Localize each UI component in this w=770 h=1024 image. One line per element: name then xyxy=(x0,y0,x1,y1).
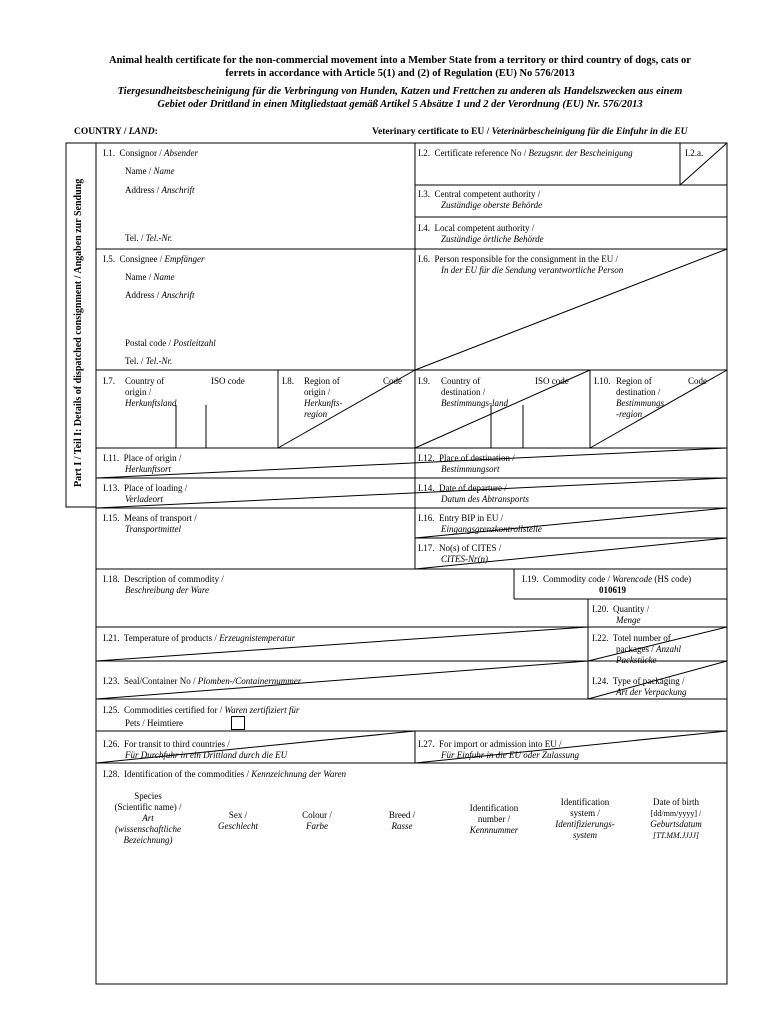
col-sex: Sex / Geschlecht xyxy=(218,810,258,831)
field-i5-name: Name / Name xyxy=(125,272,175,282)
pets-checkbox[interactable] xyxy=(231,716,245,730)
field-i17-de: CITES-Nr(n). xyxy=(441,554,491,564)
title-line-1: Animal health certificate for the non-commercial movement into a Member State from a territory or third country of dogs, cats or xyxy=(109,55,691,66)
field-i4: I.4. Local competent authority / xyxy=(418,223,535,233)
field-i12-de: Bestimmungsort xyxy=(441,464,500,474)
field-i24-de: Art der Verpackung xyxy=(616,687,687,697)
col-colour: Colour / Farbe xyxy=(302,810,332,831)
field-i7-iso: ISO code xyxy=(211,376,245,386)
field-i21: I.21. Temperature of products / Erzeugnistemperatur xyxy=(103,633,296,643)
field-i5-address: Address / Anschrift xyxy=(125,290,195,300)
field-i8-de1: Herkunfts- xyxy=(304,398,343,408)
field-i7-num: I.7. xyxy=(103,376,115,386)
field-i17: I.17. No(s) of CITES / xyxy=(418,543,502,553)
field-i23: I.23. Seal/Container No / Plomben-/Containernummer xyxy=(103,676,302,686)
field-i15-de: Transportmittel xyxy=(125,524,182,534)
field-i19-value: 010619 xyxy=(599,585,626,595)
field-i6-de: In der EU für die Sendung verantwortliche Person xyxy=(441,265,624,275)
field-i7-line2: origin / xyxy=(125,387,152,397)
field-i1: I.1. Consignor / Absender xyxy=(103,148,199,158)
col-species: Species (Scientific name) / Art (wissenschaftliche Bezeichnung) xyxy=(114,791,182,845)
field-i8-line1: Region of xyxy=(304,376,340,386)
col-date-of-birth: Date of birth [dd/mm/yyyy] / Geburtsdatum [TT.MM.JJJJ] xyxy=(650,797,702,840)
field-i9-num: I.9. xyxy=(418,376,430,386)
field-i25: I.25. Commodities certified for / Waren zertifiziert für xyxy=(103,705,300,715)
field-i27-de: Für Einfuhr in die EU oder Zulassung xyxy=(441,750,580,760)
field-i13: I.13. Place of loading / xyxy=(103,483,188,493)
field-i24: I.24. Type of packaging / xyxy=(592,676,685,686)
field-i11: I.11. Place of origin / xyxy=(103,453,182,463)
vet-cert-label: Veterinary certificate to EU / Veterinärbescheinigung für die Einfuhr in die EU xyxy=(372,127,688,137)
field-i11-de: Herkunftsort xyxy=(125,464,171,474)
country-label: COUNTRY / LAND: xyxy=(74,127,158,137)
field-i10-de2: -region xyxy=(616,409,643,419)
field-i22: I.22. Totel number of xyxy=(592,633,671,643)
title-de-line-1: Tiergesundheitsbescheinigung für die Verbringung von Hunden, Katzen und Frettchen zu anderen als Handelszwecken aus einem xyxy=(117,86,683,97)
field-i18-de: Beschreibung der Ware xyxy=(125,585,209,595)
field-i8-de2: region xyxy=(304,409,328,419)
field-i26: I.26. For transit to third countries / xyxy=(103,739,230,749)
title-line-2: ferrets in accordance with Article 5(1) and (2) of Regulation (EU) No 576/2013 xyxy=(225,68,575,79)
field-i14: I.14. Date of departure / xyxy=(418,483,507,493)
col-identification-system: Identification system / Identifizierungs- system xyxy=(555,797,615,840)
field-i16-de: Eingangsgrenzkontrollstelle xyxy=(441,524,542,534)
part-one-side-label: Part I / Teil I: Details of dispatched consignment / Angaben zur Sendung xyxy=(73,178,84,487)
field-i10-de1: Bestimmungs xyxy=(616,398,664,408)
col-identification-number: Identification number / Kennnummer xyxy=(469,803,519,835)
field-i3-de: Zuständige oberste Behörde xyxy=(441,200,543,210)
field-i22-line2: packages / Anzahl xyxy=(616,644,681,654)
field-i9-line1: Country of xyxy=(441,376,481,386)
field-i5-tel: Tel. / Tel.-Nr. xyxy=(125,356,173,366)
field-i27: I.27. For import or admission into EU / xyxy=(418,739,562,749)
field-i16: I.16. Entry BIP in EU / xyxy=(418,513,504,523)
field-i8-num: I.8. xyxy=(282,376,294,386)
field-i12: I.12. Place of destination / xyxy=(418,453,515,463)
field-i1-address: Address / Anschrift xyxy=(125,185,195,195)
field-i2a: I.2.a. xyxy=(685,148,704,158)
field-i28: I.28. Identification of the commodities / Kennzeichnung der Waren xyxy=(103,769,347,779)
field-i9-line2: destination / xyxy=(441,387,486,397)
field-i15: I.15. Means of transport / xyxy=(103,513,197,523)
field-i25-option: Pets / Heimtiere xyxy=(125,718,183,728)
field-i7-line1: Country of xyxy=(125,376,165,386)
field-i1-tel: Tel. / Tel.-Nr. xyxy=(125,233,173,243)
field-i8-line2: origin / xyxy=(304,387,331,397)
field-i20-de: Menge xyxy=(616,615,641,625)
field-i10-line2: destination / xyxy=(616,387,661,397)
field-i26-de: Für Durchfuhr in ein Drittland durch die EU xyxy=(125,750,288,760)
field-i1-name: Name / Name xyxy=(125,166,175,176)
field-i4-de: Zuständige örtliche Behörde xyxy=(441,234,544,244)
col-breed: Breed / Rasse xyxy=(388,810,416,831)
field-i19: I.19. Commodity code / Warencode (HS code) xyxy=(522,574,692,584)
field-i10-code: Code xyxy=(688,376,707,386)
field-i2: I.2. Certificate reference No / Bezugsnr. der Bescheinigung xyxy=(418,148,633,158)
field-i5: I.5. Consignee / Empfänger xyxy=(103,254,205,264)
field-i6: I.6. Person responsible for the consignment in the EU / xyxy=(418,254,618,264)
field-i9-iso: ISO code xyxy=(535,376,569,386)
field-i10-line1: Region of xyxy=(616,376,652,386)
field-i13-de: Verladeort xyxy=(125,494,163,504)
field-i10-num: I.10. xyxy=(594,376,611,386)
field-i20: I.20. Quantity / xyxy=(592,604,650,614)
field-i14-de: Datum des Abtransports xyxy=(441,494,529,504)
field-i8-code: Code xyxy=(383,376,402,386)
field-i5-postal: Postal code / Postleitzahl xyxy=(125,338,216,348)
field-i7-de: Herkunftsland xyxy=(125,398,177,408)
title-de-line-2: Gebiet oder Drittland in einen Mitgliedstaat gemäß Artikel 5 Absätze 1 und 2 der Verordnung (EU) Nr. 576/2013 xyxy=(157,99,643,110)
field-i22-de: Packstücke xyxy=(616,655,657,665)
field-i3: I.3. Central competent authority / xyxy=(418,189,541,199)
field-i9-de: Bestimmungs-land xyxy=(441,398,508,408)
field-i18: I.18. Description of commodity / xyxy=(103,574,224,584)
